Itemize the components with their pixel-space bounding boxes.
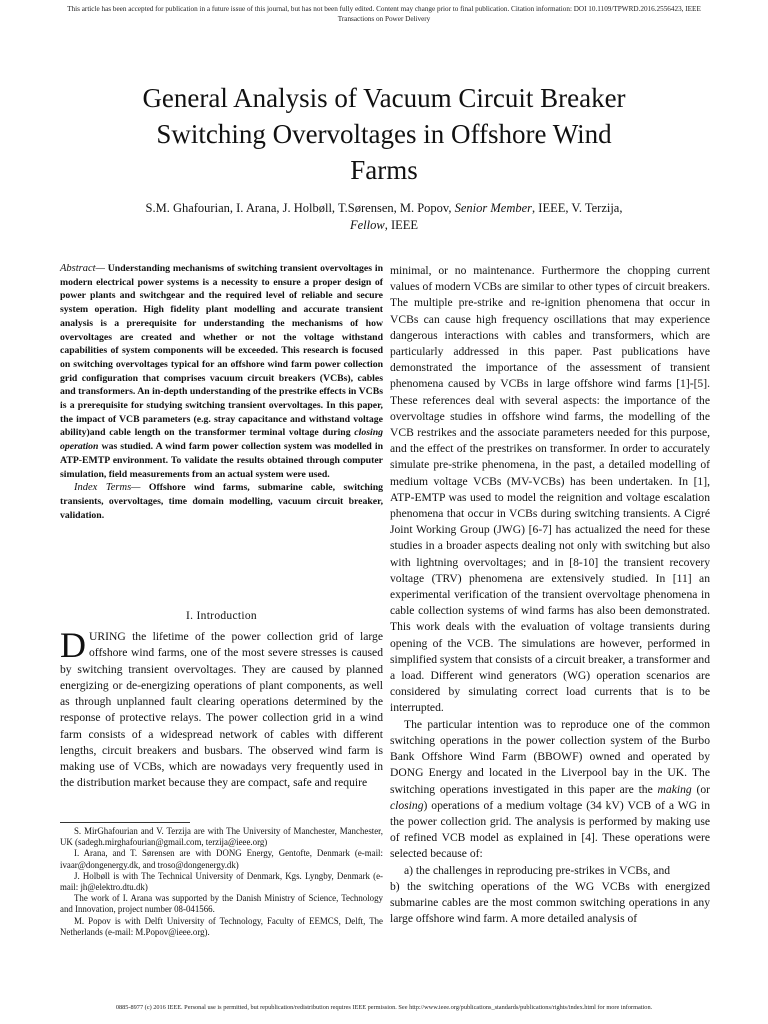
footnotes xyxy=(60,826,383,938)
index-terms-text: Offshore wind farms, submarine cable, switching transients, overvoltages, time domain modelling, vacuum circuit breaker, validation. xyxy=(60,482,383,521)
left-column-abstract xyxy=(60,262,383,522)
body-paragraph-2-part-b: (or xyxy=(691,782,710,796)
footnote-4: The work of I. Arana was supported by the Danish Ministry of Science, Technology and Innovation, project number 08-041566. xyxy=(60,893,383,915)
footnote-rule xyxy=(60,822,190,823)
abstract-italic: closing operation xyxy=(60,427,383,453)
author-names: S.M. Ghafourian, I. Arana, J. Holbøll, T.Sørensen, M. Popov, xyxy=(145,201,455,215)
paper-title-line3: Farms xyxy=(350,155,418,185)
author-list xyxy=(60,200,708,234)
abstract-lead: Abstract— xyxy=(60,263,105,274)
publication-notice-line1: This article has been accepted for publication in a future issue of this journal, but has not been fully edited. Content may change prior to final publication. Citation information: DOI 10.1109/TPWRD.2016.2556423, IEEE xyxy=(67,5,701,13)
abstract xyxy=(60,262,383,481)
publication-notice-line2: Transactions on Power Delivery xyxy=(337,15,431,23)
list-item-a: a) the challenges in reproducing pre-strikes in VCBs, and xyxy=(404,863,671,877)
paper-title xyxy=(84,80,684,188)
term-closing: closing xyxy=(390,798,424,812)
copyright-notice: 0885-8977 (c) 2016 IEEE. Personal use is permitted, but republication/redistribution requires IEEE permission. See http://www.ieee.org/publications_standards/publications/rights/index.html for more information. xyxy=(115,1004,653,1011)
index-terms-lead: Index Terms— xyxy=(74,482,141,494)
footnote-1: S. MirGhafourian and V. Terzija are with The University of Manchester, Manchester, UK (sadegh.mirghafourian@gmail.com, terzija@ieee.org) xyxy=(60,826,383,848)
list-item-b: b) the switching operations of the WG VCBs with energized submarine cables are the most common switching operations in any large offshore wind farm. A more detailed analysis of xyxy=(390,879,710,926)
footnote-5: M. Popov is with Delft University of Technology, Faculty of EEMCS, Delft, The Netherlands (e-mail: M.Popov@ieee.org). xyxy=(60,915,383,937)
abstract-text-1: Understanding mechanisms of switching transient overvoltages in modern electrical power systems is a necessity to ensure a proper design of power plants and switchgear and the required level of reliable and secure system operation. High fidelity plant modelling and accurate transient analysis is a prerequisite for understanding the mechanisms of how overvoltages are created and whether or not the voltage withstand capabilities of system components will be exceeded. This research is focused on switching overvoltages typical for an offshore wind farm power collection grid configuration that comprises vacuum circuit breakers (VCBs), cables and transformers. An in-depth understanding of the prestrike effects in VCBs is a prerequisite for studying switching transient overvoltages. In this paper, the impact of VCB parameters (e.g. stray capacitance and withstand voltage ability)and cable length on the transformer terminal voltage during xyxy=(60,263,383,439)
paper-title-line1: General Analysis of Vacuum Circuit Breaker xyxy=(142,83,626,113)
term-making: making xyxy=(657,782,692,796)
author-role-senior: Senior Member xyxy=(454,201,533,215)
author-org-2: , IEEE xyxy=(384,218,419,232)
body-paragraph-2-part-c: ) operations of a medium voltage (34 kV) VCB of a WG in the power collection grid. The analysis is performed by making use of refined VCB model as explained in [4]. These operations were selected because of: xyxy=(390,798,710,861)
abstract-text-2: was studied. A wind farm power collection system was modelled in ATP-EMTP environment. To validate the results obtained through computer simulation, field measurements from an actual system were used. xyxy=(60,441,383,480)
author-names-tail: , V. Terzija, xyxy=(565,201,623,215)
body-paragraph-1: minimal, or no maintenance. Furthermore the chopping current values of modern VCBs are similar to other types of circuit breakers. The multiple pre-strike and re-ignition phenomena that occur in VCBs can cause high frequency oscillations that may experience dangerous interactions with cables and transformers, which are particularly addressed in this paper. Past publications have demonstrated the importance of the assessment of transient phenomena caused by VCBs in large offshore wind farms [1]-[5]. These references deal with several aspects: the importance of the overvoltage studies in offshore wind farms, the modelling of the VCB restrikes and the associate parameters needed for this purpose, and the effect of the prestrikes on transformer. In order to accurately simulate pre-strike phenomena, in the past, a detailed modelling of medium voltage VCBs (MV-VCBs) has been undertaken. In [1], ATP-EMTP was used to model the reignition and voltage escalation phenomena that occur in VCBs during switching transients. A Cigré Joint Working Group (JWG) [6-7] has actualized the need for these studies in a broader aspects dealing not only with switching but also with lightning overvoltages; and in [8-10] the transient recovery voltage (TRV) phenomena are extensively studied. In [11] an experimental verification of the transient overvoltage phenomena in cable collection systems of wind farms has also been demonstrated. This work deals with the evaluation of voltage transients during opening of the VCB. The simulations are however, performed in simplified system that consists of a circuit breaker, a transformer and a load. Different wind generators (WG) operation scenarios are considered by simulating correct load currents that is to be interrupted. xyxy=(390,264,710,715)
drop-cap: D xyxy=(60,625,86,665)
author-role-fellow: Fellow xyxy=(349,218,385,232)
footnote-2: I. Arana, and T. Sørensen are with DONG Energy, Gentofte, Denmark (e-mail: ivaar@dongenergy.dk, and troso@dongenergy.dk) xyxy=(60,848,383,870)
publication-notice xyxy=(20,4,748,24)
section-heading-introduction: I. Introduction xyxy=(186,610,257,622)
author-org-1: , IEEE xyxy=(532,201,566,215)
introduction-text: URING the lifetime of the power collection grid of large offshore wind farms, one of the most severe stresses is caused by switching transient overvoltages. They are caused by planned energizing or de-energizing operations of plant components, as well as through unplanned fault clearing operations determined by the response of protective relays. The power collection grid in a wind farm consists of a widespread network of cables with different lengths, circuit breakers and busbars. The observed wind farm is making use of VCBs, which are nowadays very frequently used in the distribution market because they are compact, safe and require xyxy=(60,630,383,790)
paper-title-line2: Switching Overvoltages in Offshore Wind xyxy=(156,119,612,149)
index-terms xyxy=(60,481,383,522)
right-column xyxy=(390,263,710,927)
body-paragraph-2 xyxy=(390,717,710,863)
introduction-paragraph xyxy=(60,625,383,792)
body-paragraph-2-part-a: The particular intention was to reproduce one of the common switching operations in the power collection system of the Burbo Bank Offshore Wind Farm (BBOWF) owned and operated by DONG Energy and located in the Liverpool bay in the UK. The switching operations investigated in this paper are the xyxy=(390,717,710,796)
footnote-3: J. Holbøll is with The Technical University of Denmark, Kgs. Lyngby, Denmark (e-mail: jh@elektro.dtu.dk) xyxy=(60,870,383,893)
